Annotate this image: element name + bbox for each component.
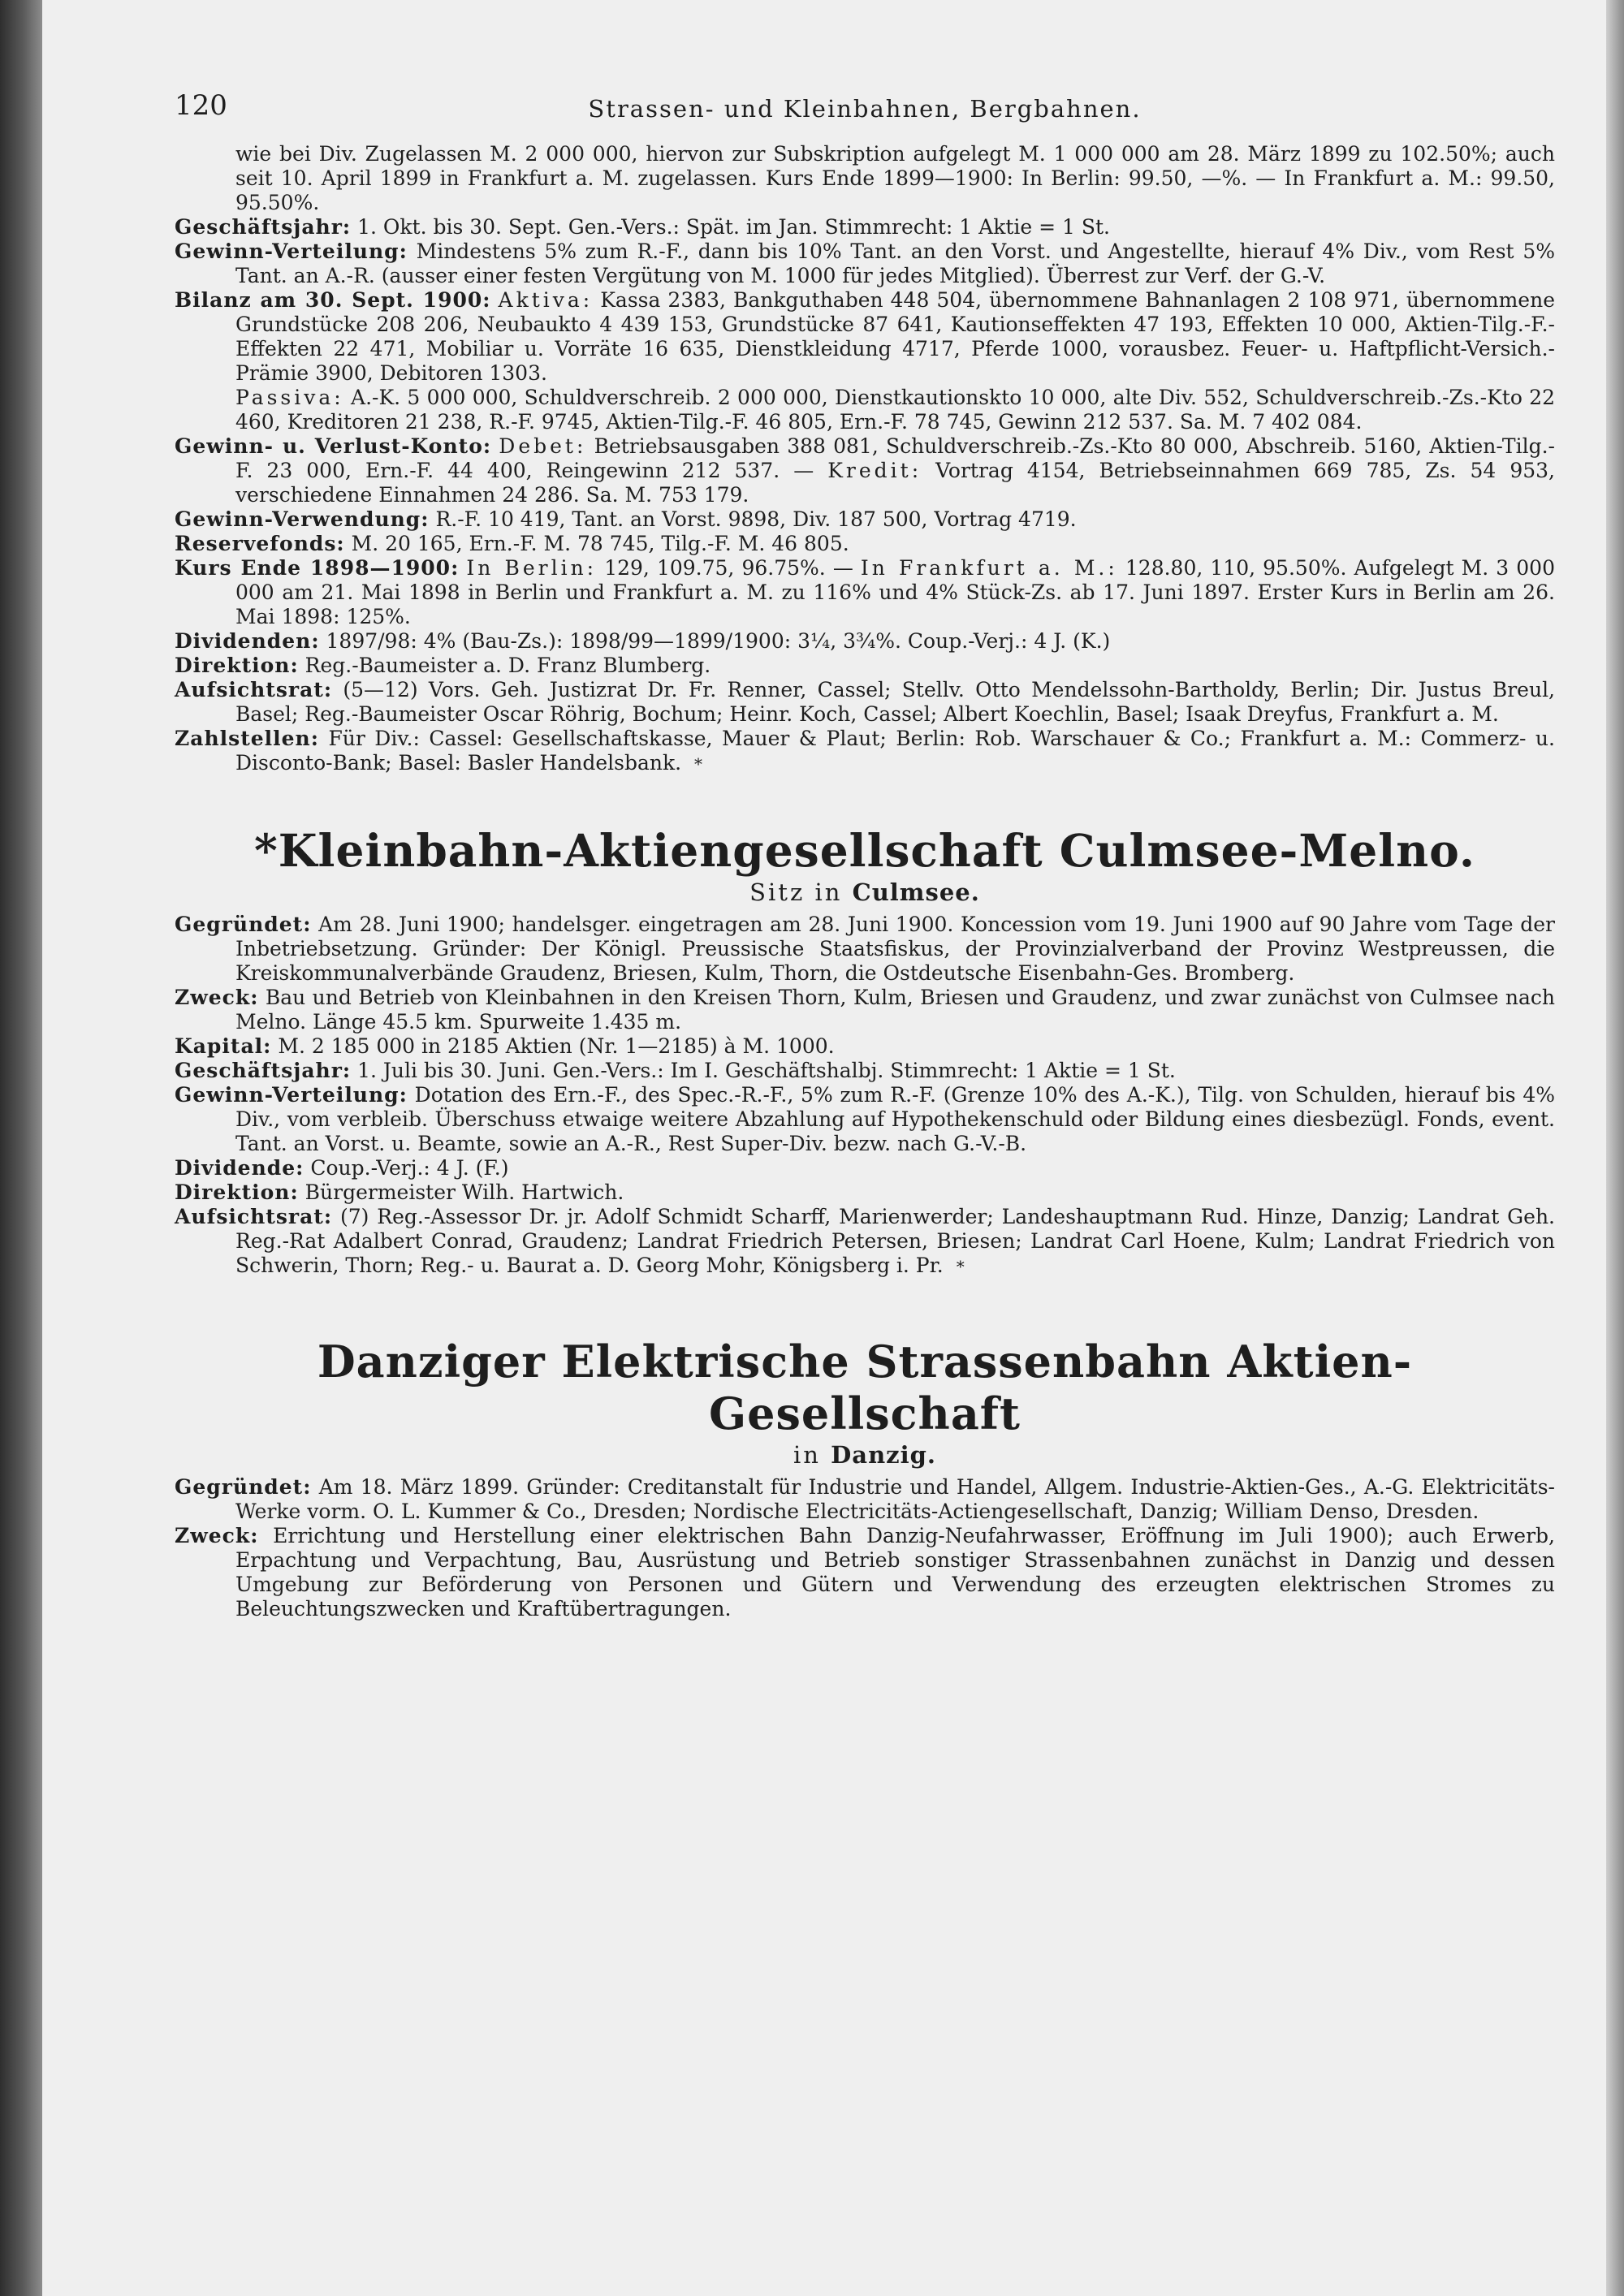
text: R.-F. 10 419, Tant. an Vorst. 9898, Div. 187 500, Vortrag 4719. [435, 507, 1077, 531]
label: Kurs Ende 1898—1900: [175, 556, 460, 580]
sitz-danzig [175, 1441, 1555, 1469]
debet-label: Debet: [499, 434, 587, 458]
prev-aufsichtsrat [175, 678, 1555, 727]
aktiva-text: Kassa 2383, Bankguthaben 448 504, übernommene Bahnanlagen 2 108 971, übernommene Grundstücke 208 206, Neubaukto 4 439 153, Grundstücke 87 641, Kautionseffekten 47 193, Effekten 10 000, Aktien-Tilg.-F.-Effekten 22 471, Mobiliar u. Vorräte 16 635, Dienstkleidung 4717, Pferde 1000, vorausbez. Feuer- u. Haftpflicht-Versich.-Prämie 3900, Debitoren 1303. [235, 288, 1555, 385]
label: Geschäftsjahr: [175, 1059, 352, 1082]
page-content [175, 89, 1556, 1621]
text: Reg.-Baumeister a. D. Franz Blumberg. [304, 654, 711, 677]
sitz-culmsee [175, 878, 1555, 906]
culmsee-gewinn-verteilung [175, 1083, 1555, 1156]
label: Gegründet: [175, 913, 312, 936]
label: Direktion: [175, 1180, 299, 1204]
culmsee-direktion [175, 1180, 1555, 1205]
label: Zweck: [175, 1524, 259, 1547]
label: Gewinn-Verteilung: [175, 240, 408, 263]
prev-bilanz-passiva [175, 386, 1555, 434]
page-number: 120 [175, 89, 227, 122]
prev-geschaeftsjahr [175, 215, 1555, 240]
kredit-text: Vortrag 4154, Betriebseinnahmen 669 785, Zs. 54 953, verschiedene Einnahmen 24 286. Sa. M. 753 179. [235, 459, 1555, 507]
danzig-gegruendet [175, 1475, 1555, 1524]
culmsee-gegruendet [175, 913, 1555, 986]
danzig-zweck [175, 1524, 1555, 1621]
culmsee-kapital [175, 1034, 1555, 1059]
label: Direktion: [175, 654, 299, 677]
text: 1. Juli bis 30. Juni. Gen.-Vers.: Im I. Geschäftshalbj. Stimmrecht: 1 Aktie = 1 St. [357, 1059, 1176, 1082]
label: Gewinn-Verteilung: [175, 1083, 408, 1107]
text: M. 2 185 000 in 2185 Aktien (Nr. 1—2185) à M. 1000. [278, 1034, 835, 1058]
frankfurt-text: 128.80, 110, 95.50%. Aufgelegt M. 3 000 000 am 21. Mai 1898 in Berlin und Frankfurt a. M. zu 116% und 4% Stück-Zs. ab 17. Juni 1897. Erster Kurs in Berlin am 26. Mai 1898: 125%. [235, 556, 1555, 628]
text: (7) Reg.-Assessor Dr. jr. Adolf Schmidt Scharff, Marienwerder; Landeshauptmann Rud. Hinze, Danzig; Landrat Geh. Reg.-Rat Adalbert Conrad, Graudenz; Landrat Friedrich Petersen, Briesen; Landrat Carl Hoene, Kulm; Landrat Friedrich von Schwerin, Thorn; Reg.- u. Baurat a. D. Georg Mohr, Königsberg i. Pr. [235, 1205, 1555, 1277]
label: Zahlstellen: [175, 727, 319, 750]
label: Gegründet: [175, 1475, 312, 1499]
label: Dividenden: [175, 629, 320, 653]
culmsee-geschaeftsjahr [175, 1059, 1555, 1083]
debet-text: Betriebsausgaben 388 081, Schuldverschreib.-Zs.-Kto 80 000, Abschreib. 5160, Aktien-Tilg.-F. 23 000, Ern.-F. 44 400, Reingewinn 212 537. — [235, 434, 1556, 482]
prev-dividenden [175, 629, 1555, 654]
prev-gewinn-verlust [175, 434, 1555, 507]
text: Errichtung und Herstellung einer elektrischen Bahn Danzig-Neufahrwasser, Eröffnung im Juli 1900); auch Erwerb, Erpachtung und Verpachtung, Bau, Ausrüstung und Betrieb sonstiger Strassenbahnen zunächst in Danzig und dessen Umgebung zur Beförderung von Personen und Gütern und Verwendung des erzeugten elektrischen Stromes zu Beleuchtungszwecken und Kraftübertragungen. [235, 1524, 1555, 1621]
footnote-mark: * [956, 1257, 965, 1276]
label: Kapital: [175, 1034, 272, 1058]
sitz-prefix: Sitz in [749, 878, 843, 906]
label: Aufsichtsrat: [175, 678, 333, 701]
label: Gewinn- u. Verlust-Konto: [175, 434, 492, 458]
text: Am 28. Juni 1900; handelsger. eingetragen am 28. Juni 1900. Koncession vom 19. Juni 1900 auf 90 Jahre vom Tage der Inbetriebsetzung. Gründer: Der Königl. Preussische Staatsfiskus, der Provinzialverband der Provinz Westpreussen, die Kreiskommunalverbände Graudenz, Briesen, Kulm, Thorn, die Ostdeutsche Eisenbahn-Ges. Bromberg. [235, 913, 1556, 985]
scan-edge-right [1606, 0, 1624, 2296]
text: Dotation des Ern.-F., des Spec.-R.-F., 5% zum R.-F. (Grenze 10% des A.-K.), Tilg. von Schulden, hierauf bis 4% Div., vom verbleib. Überschuss etwaige weitere Abzahlung auf Hypothekenschuld oder Bildung eines diesbezügl. Fonds, event. Tant. an Vorst. u. Beamte, sowie an A.-R., Rest Super-Div. bezw. nach G.-V.-B. [235, 1083, 1555, 1155]
label: Zweck: [175, 986, 259, 1009]
sitz-city: Danzig. [831, 1441, 937, 1469]
passiva-label: Passiva: [235, 386, 344, 409]
label: Dividende: [175, 1156, 304, 1180]
text: M. 20 165, Ern.-F. M. 78 745, Tilg.-F. M. 46 805. [351, 532, 849, 555]
text: Bau und Betrieb von Kleinbahnen in den Kreisen Thorn, Kulm, Briesen und Graudenz, und zwar zunächst von Culmsee nach Melno. Länge 45.5 km. Spurweite 1.435 m. [235, 986, 1555, 1034]
prev-bilanz-aktiva [175, 288, 1555, 386]
passiva-text: A.-K. 5 000 000, Schuldverschreib. 2 000 000, Dienstkautionskto 10 000, alte Div. 552, Schuldverschreib.-Zs.-Kto 22 460, Kreditoren 21 238, R.-F. 9745, Aktien-Tilg.-F. 46 805, Ern.-F. 78 745, Gewinn 212 537. Sa. M. 7 402 084. [235, 386, 1555, 434]
sitz-city: Culmsee. [852, 878, 980, 906]
berlin-text: 129, 109.75, 96.75%. — [604, 556, 853, 580]
label: Geschäftsjahr: [175, 215, 352, 239]
frankfurt-label: In Frankfurt a. M.: [860, 556, 1118, 580]
prev-gewinn-verteilung [175, 240, 1555, 288]
label: Bilanz am 30. Sept. 1900: [175, 288, 491, 312]
prev-direktion [175, 654, 1555, 678]
text: (5—12) Vors. Geh. Justizrat Dr. Fr. Renner, Cassel; Stellv. Otto Mendelssohn-Bartholdy, Berlin; Dir. Justus Breul, Basel; Reg.-Baumeister Oscar Röhrig, Bochum; Heinr. Koch, Cassel; Albert Koechlin, Basel; Isaak Dreyfus, Frankfurt a. M. [235, 678, 1556, 726]
text: Bürgermeister Wilh. Hartwich. [304, 1180, 624, 1204]
text: Am 18. März 1899. Gründer: Creditanstalt für Industrie und Handel, Allgem. Industrie-Aktien-Ges., A.-G. Elektricitäts-Werke vorm. O. L. Kummer & Co., Dresden; Nordische Electricitäts-Actiengesellschaft, Danzig; William Denso, Dresden. [235, 1475, 1556, 1523]
culmsee-zweck [175, 986, 1555, 1034]
berlin-label: In Berlin: [466, 556, 598, 580]
section-title-danzig: Danziger Elektrische Strassenbahn Aktien-Gesellschaft [317, 1336, 1413, 1439]
running-header [175, 89, 1555, 142]
footnote-mark: * [694, 754, 703, 774]
aktiva-label: Aktiva: [498, 288, 594, 312]
kredit-label: Kredit: [827, 459, 922, 482]
scan-edge-shadow [0, 0, 42, 2296]
sitz-prefix: in [793, 1441, 821, 1469]
prev-kurs [175, 556, 1555, 629]
label: Gewinn-Verwendung: [175, 507, 430, 531]
culmsee-aufsichtsrat [175, 1205, 1555, 1279]
label: Aufsichtsrat: [175, 1205, 333, 1228]
label: Reservefonds: [175, 532, 345, 555]
text: 1897/98: 4% (Bau-Zs.): 1898/99—1899/1900: 3¼, 3¾%. Coup.-Verj.: 4 J. (K.) [326, 629, 1111, 653]
text: Mindestens 5% zum R.-F., dann bis 10% Tant. an den Vorst. und Angestellte, hierauf 4% Div., vom Rest 5% Tant. an A.-R. (ausser einer festen Vergütung von M. 1000 für jedes Mitglied). Überrest zur Verf. der G.-V. [235, 240, 1555, 287]
culmsee-dividende [175, 1156, 1555, 1180]
prev-gewinn-verwendung [175, 507, 1555, 532]
text: Für Div.: Cassel: Gesellschaftskasse, Mauer & Plaut; Berlin: Rob. Warschauer & Co.; Frankfurt a. M.: Commerz- u. Disconto-Bank; Basel: Basler Handelsbank. [235, 727, 1555, 775]
prev-zahlstellen [175, 727, 1555, 776]
prev-intro: wie bei Div. Zugelassen M. 2 000 000, hiervon zur Subskription aufgelegt M. 1 000 000 am 28. März 1899 zu 102.50%; auch seit 10. April 1899 in Frankfurt a. M. zugelassen. Kurs Ende 1899—1900: In Berlin: 99.50, —%. — In Frankfurt a. M.: 99.50, 95.50%. [235, 142, 1555, 214]
section-title-culmsee: *Kleinbahn-Aktiengesellschaft Culmsee-Melno. [253, 824, 1476, 877]
running-title: Strassen- und Kleinbahnen, Bergbahnen. [588, 95, 1142, 123]
prev-reservefonds [175, 532, 1555, 556]
text: Coup.-Verj.: 4 J. (F.) [310, 1156, 509, 1180]
text: 1. Okt. bis 30. Sept. Gen.-Vers.: Spät. im Jan. Stimmrecht: 1 Aktie = 1 St. [357, 215, 1110, 239]
